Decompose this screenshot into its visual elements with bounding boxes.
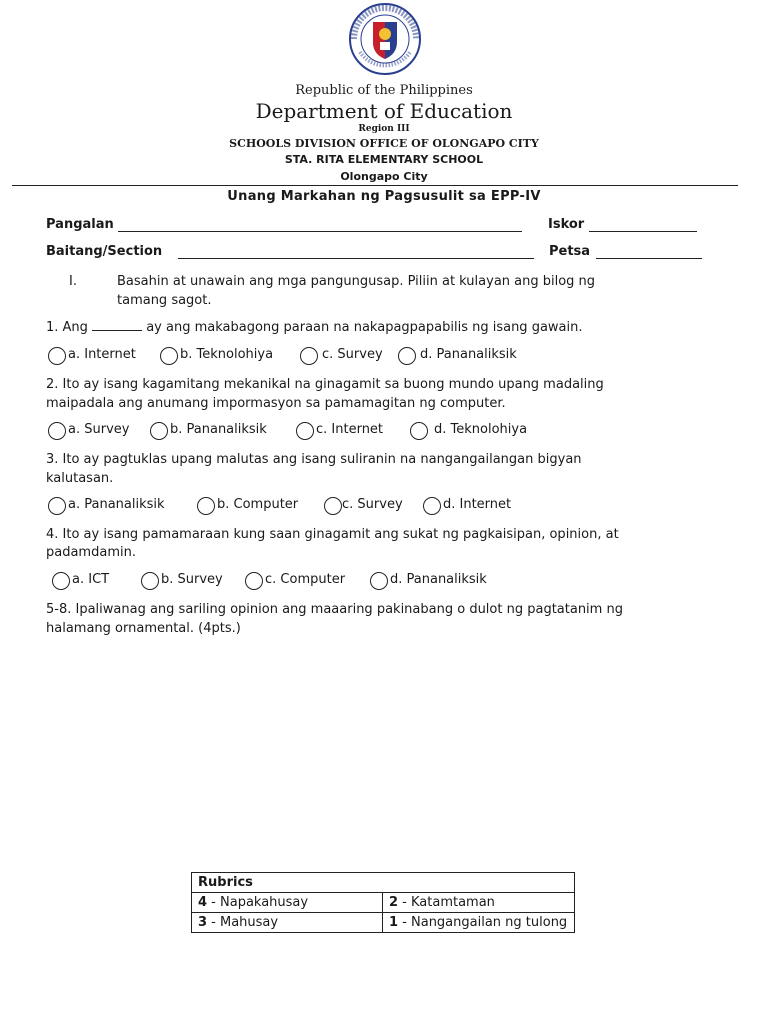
question-2-line-2: maipadala ang anumang impormasyon sa pamamagitan ng computer. [46, 396, 506, 411]
instruction-line-1: Basahin at unawain ang mga pangungusap. Piliin at kulayan ang bilog ng [117, 274, 596, 289]
q1-option-a-bubble[interactable] [48, 347, 66, 365]
q1-option-d-bubble[interactable] [398, 347, 416, 365]
essay-question-line-2: halamang ornamental. (4pts.) [46, 621, 241, 636]
question-1-blank [92, 318, 142, 331]
q2-option-c: c. Internet [316, 422, 384, 437]
q2-option-b: b. Pananaliksik [170, 422, 267, 437]
q4-option-b: b. Survey [161, 572, 223, 587]
rubric-2-label: - Katamtaman [398, 895, 495, 910]
rubric-1-label: - Nangangailan ng tulong [398, 915, 568, 930]
name-input-line[interactable] [118, 231, 522, 232]
rubric-cell-1 [383, 913, 575, 933]
grade-section-label: Baitang/Section [46, 244, 163, 259]
q4-option-c: c. Computer [265, 572, 346, 587]
q3-option-c: c. Survey [342, 497, 403, 512]
score-input-line[interactable] [589, 231, 697, 232]
essay-question-line-1: 5-8. Ipaliwanag ang sariling opinion ang maaaring pakinabang o dulot ng pagtatanim ng [46, 602, 623, 617]
question-1-text-start: 1. Ang [46, 320, 93, 335]
region-label: Region III [358, 124, 410, 134]
rubric-3-score: 3 [198, 915, 208, 930]
q3-option-d: d. Internet [443, 497, 512, 512]
header-divider [12, 185, 738, 186]
date-label: Petsa [549, 244, 591, 259]
question-2-line-1: 2. Ito ay isang kagamitang mekanikal na ginagamit sa buong mundo upang madaling [46, 377, 604, 392]
q1-option-b: b. Teknolohiya [180, 347, 274, 362]
date-input-line[interactable] [596, 258, 702, 259]
q3-option-a: a. Pananaliksik [68, 497, 165, 512]
question-3-line-2: kalutasan. [46, 471, 114, 486]
question-3-line-1: 3. Ito ay pagtuklas upang malutas ang isang suliranin na nangangailangan bigyan [46, 452, 582, 467]
question-1-text-end: ay ang makabagong paraan na nakapagpapabilis ng isang gawain. [142, 320, 583, 335]
q3-option-b-bubble[interactable] [197, 497, 215, 515]
rubric-cell-3 [192, 913, 383, 933]
q1-option-c-bubble[interactable] [300, 347, 318, 365]
q4-option-a-bubble[interactable] [52, 572, 70, 590]
rubrics-table [191, 872, 575, 933]
q2-option-c-bubble[interactable] [296, 422, 314, 440]
q1-option-c: c. Survey [322, 347, 383, 362]
q4-option-d: d. Pananaliksik [390, 572, 487, 587]
test-title: Unang Markahan ng Pagsusulit sa EPP-IV [227, 189, 541, 204]
rubrics-title: Rubrics [192, 873, 575, 893]
rubric-4-label: - Napakahusay [207, 895, 309, 910]
q3-option-c-bubble[interactable] [324, 497, 342, 515]
q2-option-d: d. Teknolohiya [434, 422, 528, 437]
department-title: Department of Education [255, 99, 513, 123]
q4-option-d-bubble[interactable] [370, 572, 388, 590]
question-4-line-1: 4. Ito ay isang pamamaraan kung saan ginagamit ang sukat ng pagkaisipan, opinion, at [46, 527, 619, 542]
q3-option-a-bubble[interactable] [48, 497, 66, 515]
q3-option-d-bubble[interactable] [423, 497, 441, 515]
question-1-text [46, 318, 583, 337]
instruction-line-2: tamang sagot. [117, 293, 212, 308]
question-4-line-2: padamdamin. [46, 545, 136, 560]
score-label: Iskor [548, 217, 585, 232]
q2-option-a-bubble[interactable] [48, 422, 66, 440]
rubric-cell-2 [383, 893, 575, 913]
republic-label: Republic of the Philippines [295, 83, 473, 98]
rubric-4-score: 4 [198, 895, 208, 910]
q4-option-b-bubble[interactable] [141, 572, 159, 590]
q2-option-a: a. Survey [68, 422, 130, 437]
q1-option-a: a. Internet [68, 347, 136, 362]
rubric-cell-4 [192, 893, 383, 913]
grade-section-input-line[interactable] [178, 258, 534, 259]
name-label: Pangalan [46, 217, 114, 232]
city-label: Olongapo City [340, 170, 428, 183]
school-label: STA. RITA ELEMENTARY SCHOOL [284, 153, 484, 166]
q4-option-c-bubble[interactable] [245, 572, 263, 590]
q4-option-a: a. ICT [72, 572, 110, 587]
q2-option-b-bubble[interactable] [150, 422, 168, 440]
q1-option-b-bubble[interactable] [160, 347, 178, 365]
q3-option-b: b. Computer [217, 497, 299, 512]
division-label: SCHOOLS DIVISION OFFICE OF OLONGAPO CITY [229, 137, 539, 150]
rubric-2-score: 2 [389, 895, 399, 910]
rubric-1-score: 1 [389, 915, 399, 930]
rubric-3-label: - Mahusay [207, 915, 279, 930]
instruction-numeral: I. [69, 274, 77, 289]
q1-option-d: d. Pananaliksik [420, 347, 517, 362]
q2-option-d-bubble[interactable] [410, 422, 428, 440]
deped-seal-logo [340, 2, 430, 76]
